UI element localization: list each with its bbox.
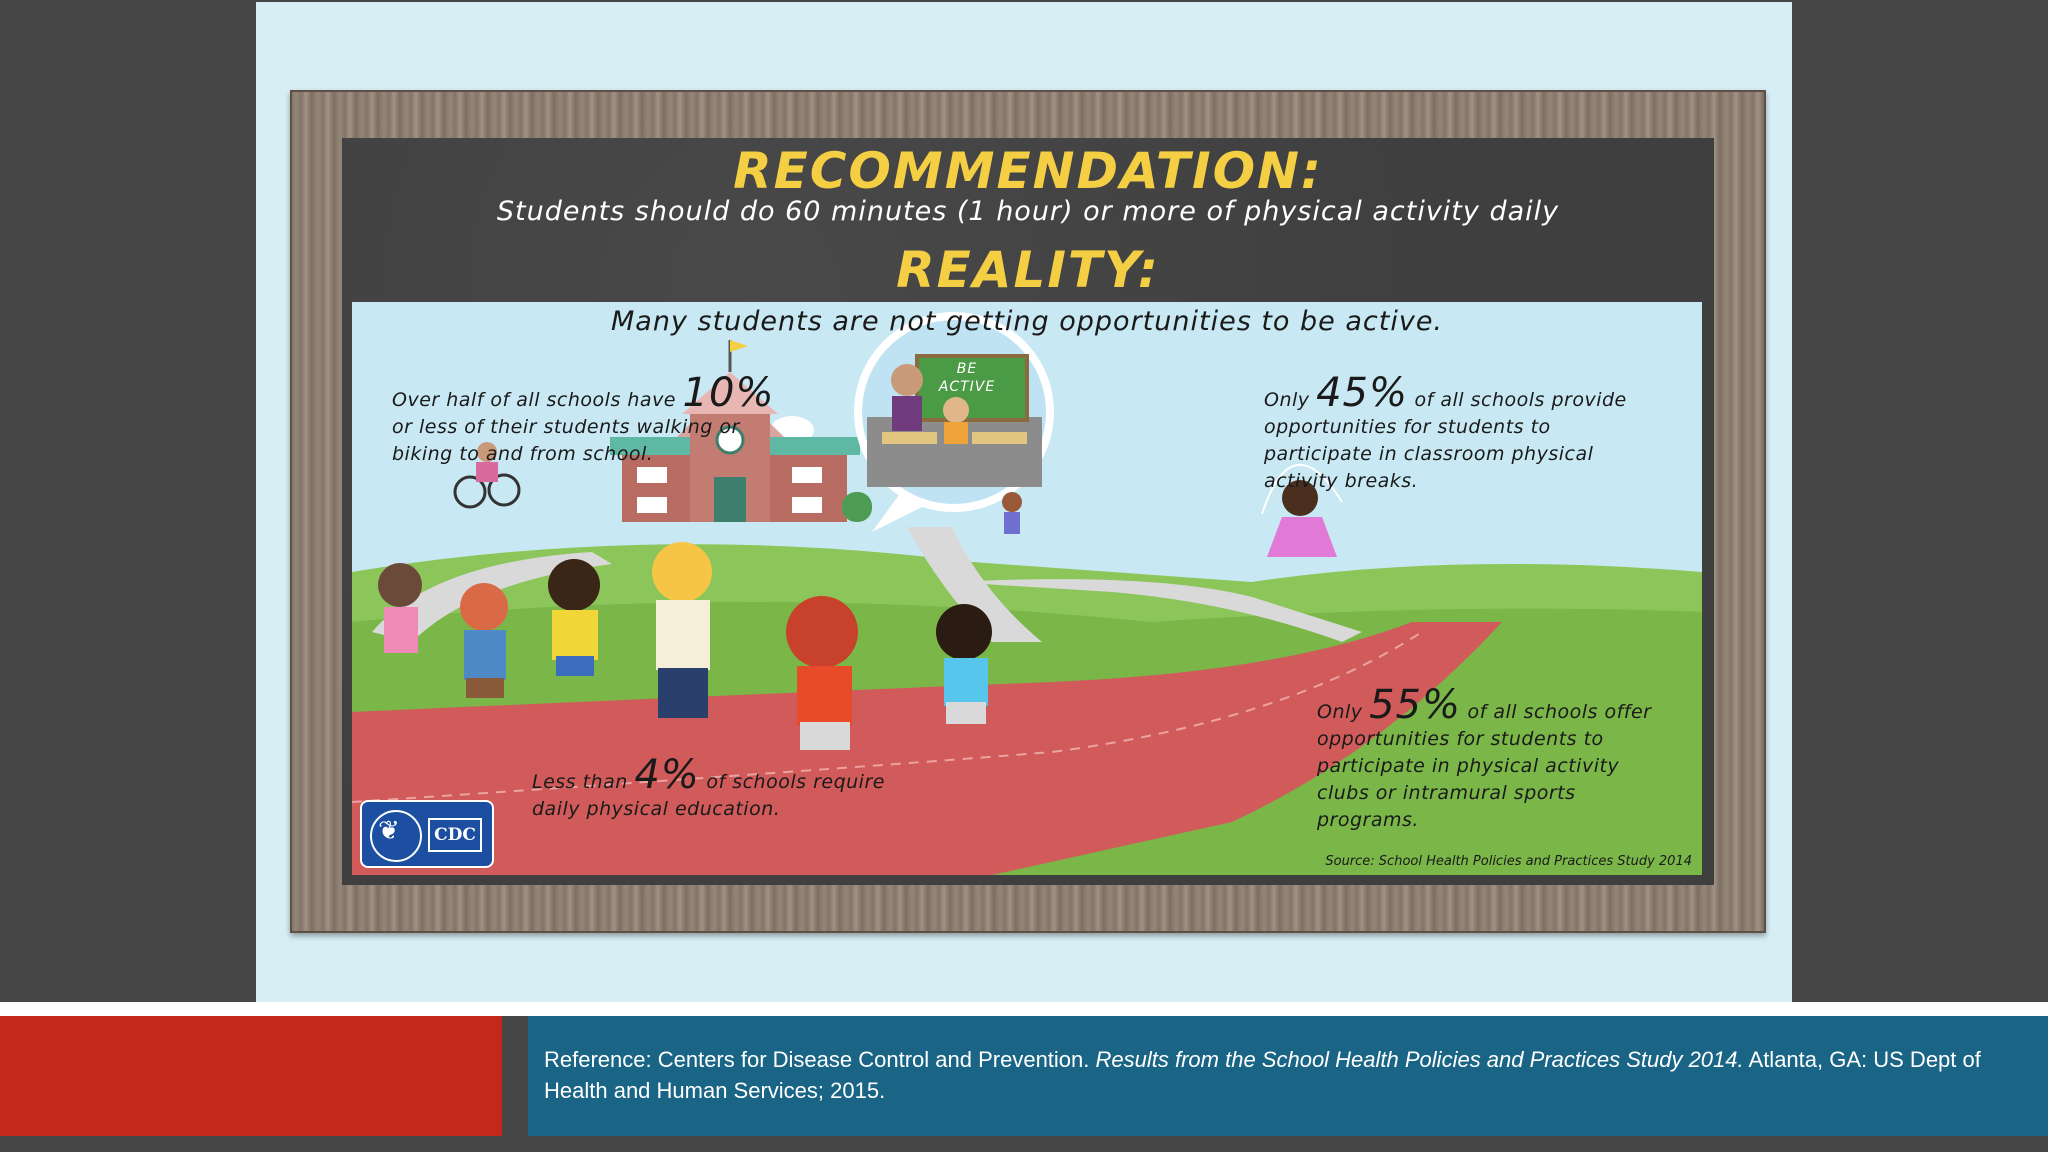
stat-clubs-prefix: Only (1317, 701, 1363, 723)
stat-clubs-suffix: opportunities for students to participate in physical activity clubs or intramural sports programs. (1317, 728, 1620, 831)
cdc-wordmark: CDC (428, 818, 482, 852)
stat-daily-pe (532, 752, 892, 823)
chalkboard (342, 138, 1714, 885)
stat-daily-pe-inline: of schools (706, 771, 807, 793)
distant-runner (1002, 492, 1022, 534)
reference-title: Results from the School Health Policies and Practices Study 2014. (1095, 1047, 1744, 1072)
accent-block (0, 1016, 502, 1136)
divider-strip (0, 1002, 2048, 1016)
reference-text (544, 1044, 2044, 1106)
reality-heading: REALITY: (896, 241, 1160, 299)
stat-classroom-inline: of all schools provide (1414, 389, 1627, 411)
stat-walking-prefix: Over half of all schools have (392, 389, 676, 411)
reality-subtitle: Many students are not getting opportunities to be active. (610, 306, 1444, 337)
infographic-scene (352, 302, 1702, 875)
recommendation-heading: RECOMMENDATION: (733, 142, 1323, 200)
be-active-line1: BE (956, 361, 978, 377)
reference-lead: Reference: Centers for Disease Control and Prevention. (544, 1047, 1096, 1072)
be-active-board-label (912, 360, 1022, 396)
reference-bar (528, 1016, 2048, 1136)
cdc-logo (360, 800, 494, 868)
be-active-line2: ACTIVE (938, 379, 996, 395)
stat-classroom-suffix: opportunities for students to participate in classroom physical activity breaks. (1264, 416, 1594, 492)
reference-tail: Atlanta, GA: US Dept of Health and Human Services; 2015. (544, 1047, 1981, 1103)
stat-classroom-prefix: Only (1264, 389, 1310, 411)
source-note: Source: School Health Policies and Practices Study 2014 (1325, 854, 1692, 869)
stat-walking-suffix: or less of their students walking or biking to and from school. (392, 416, 740, 465)
stat-clubs-inline: of all schools offer (1467, 701, 1652, 723)
stat-daily-pe-value: 4% (634, 752, 700, 798)
stat-walking-value: 10% (682, 370, 775, 416)
eagle-icon: ❦ (378, 816, 400, 846)
stat-daily-pe-suffix: require daily physical education. (532, 771, 885, 820)
stat-walking (392, 370, 792, 468)
stat-clubs-value: 55% (1369, 682, 1461, 728)
chalkboard-frame (290, 90, 1766, 933)
stat-clubs (1317, 682, 1677, 834)
stat-daily-pe-prefix: Less than (532, 771, 628, 793)
stat-classroom-value: 45% (1316, 370, 1408, 416)
stat-classroom (1264, 370, 1664, 495)
recommendation-text: Students should do 60 minutes (1 hour) or more of physical activity daily (496, 196, 1560, 227)
